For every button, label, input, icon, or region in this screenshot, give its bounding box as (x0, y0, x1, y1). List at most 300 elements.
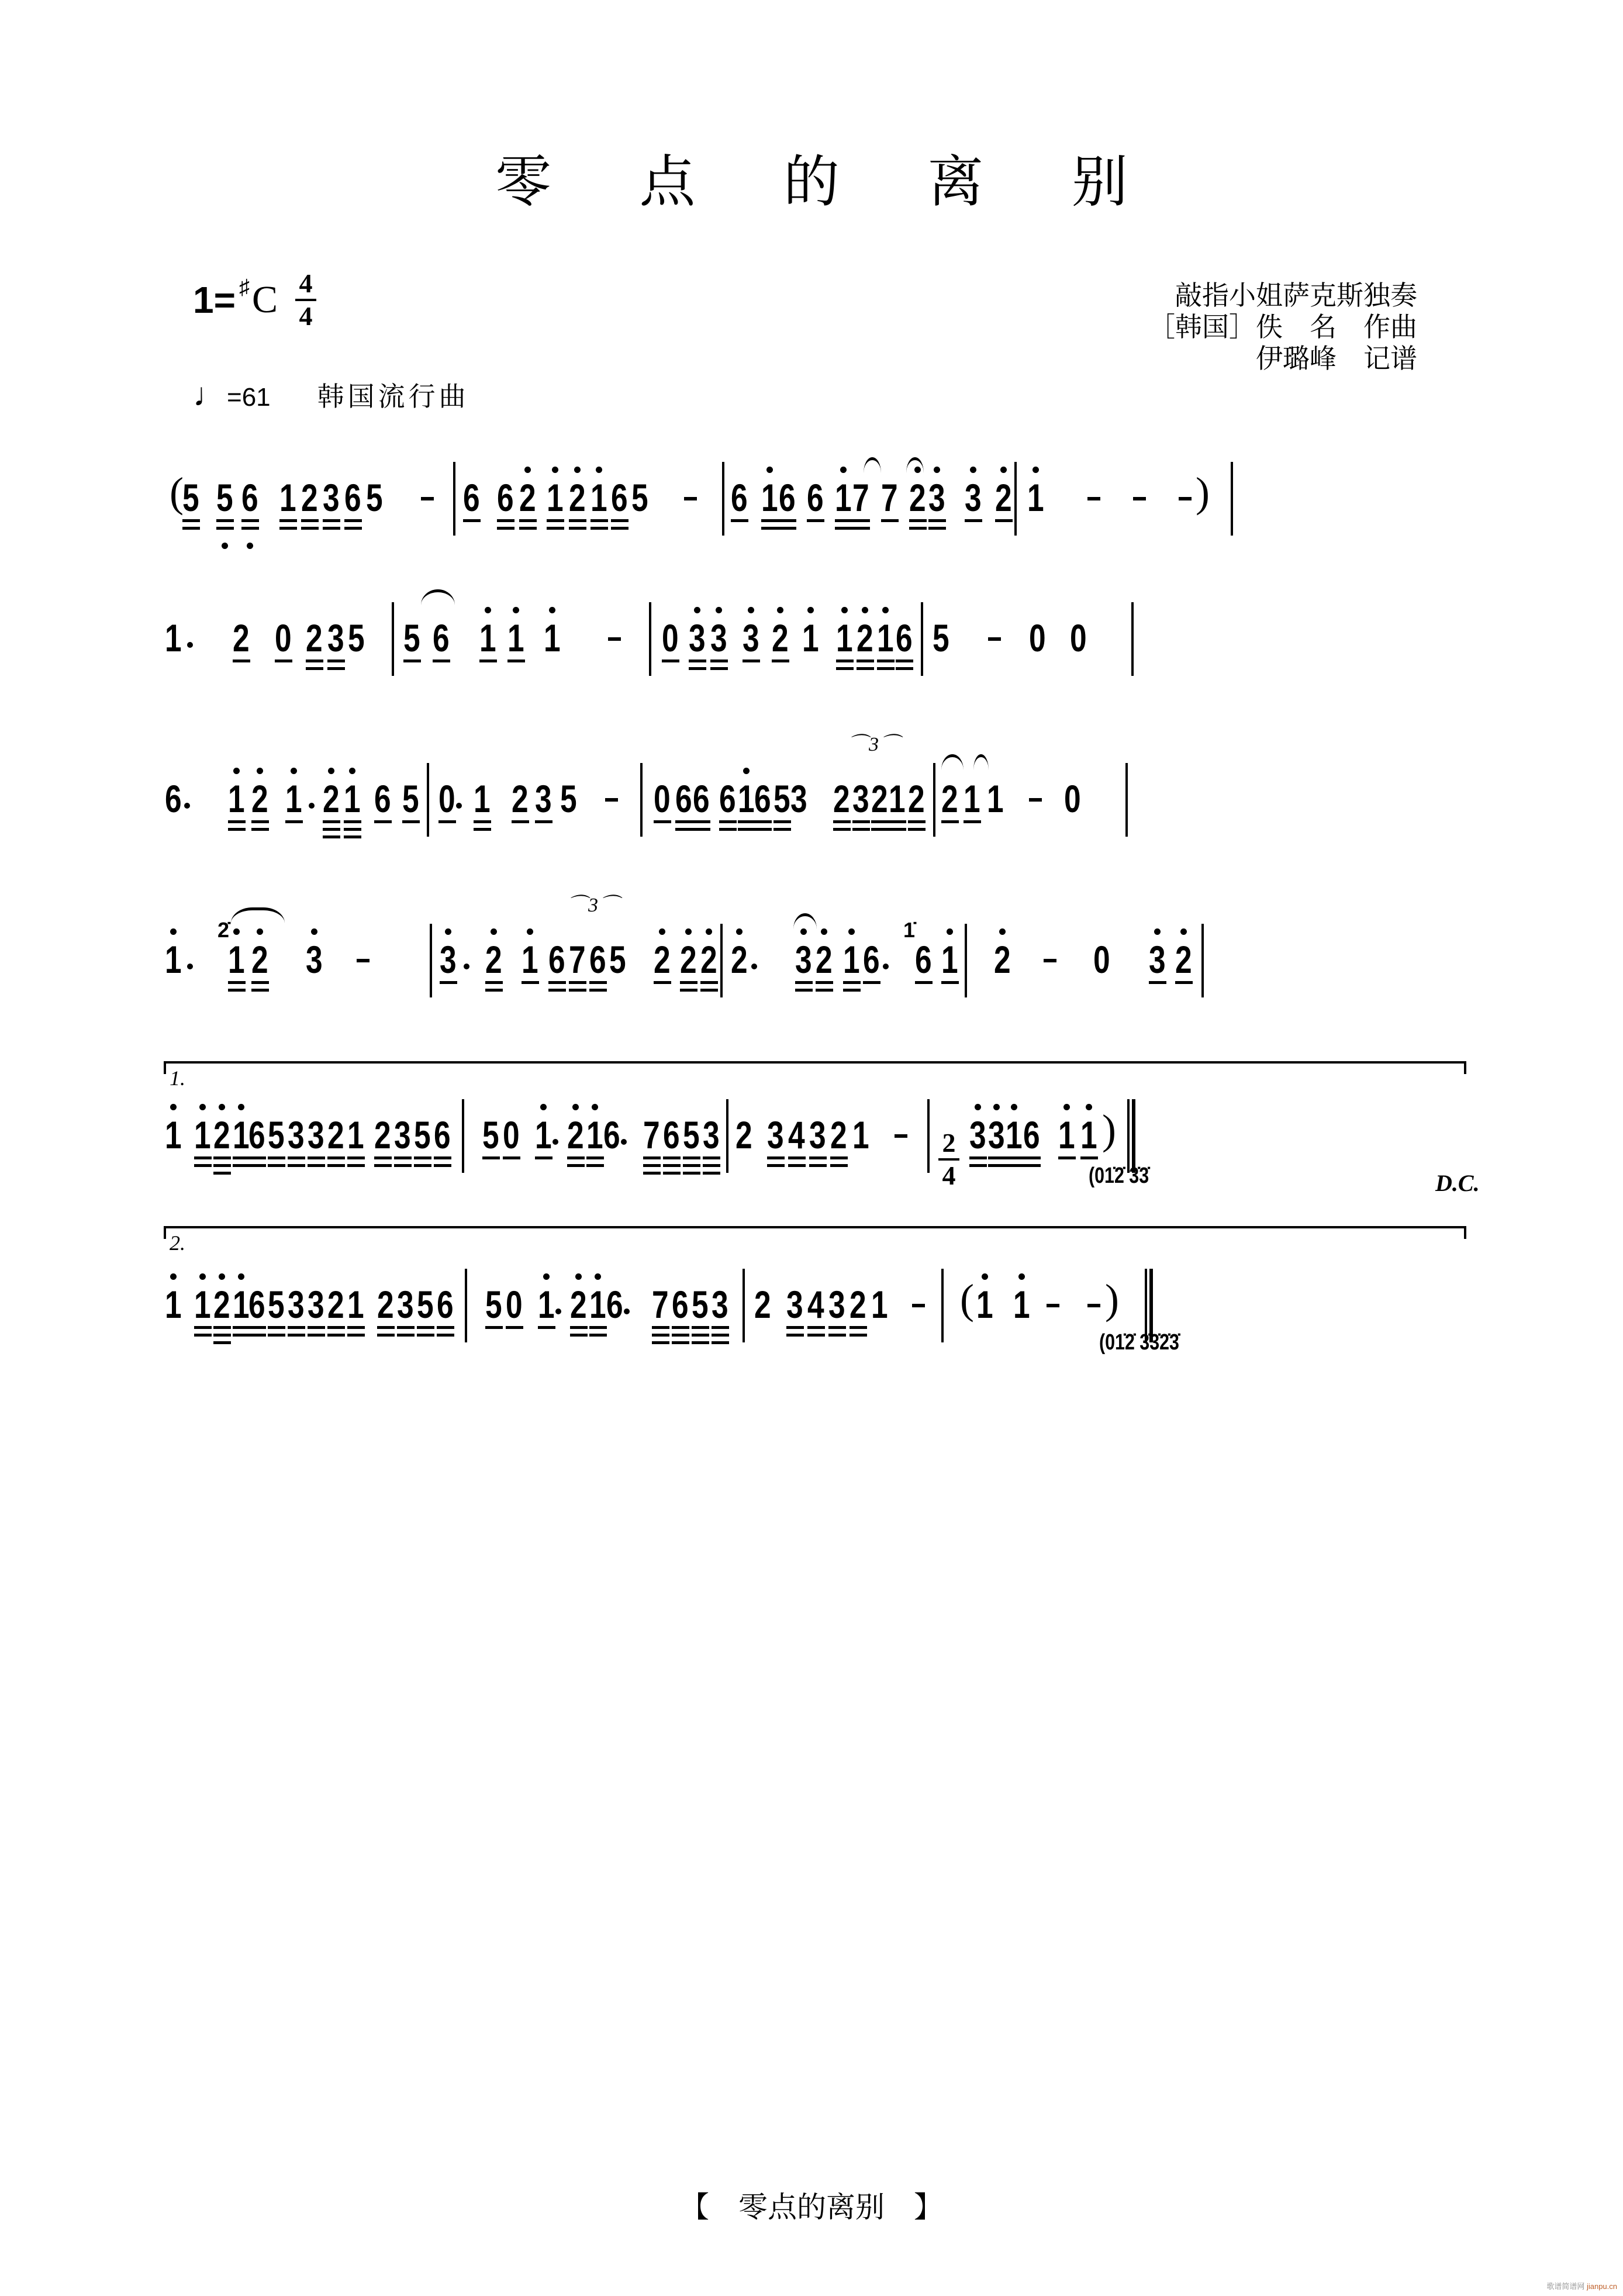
volta-bracket-2 (164, 1226, 1466, 1255)
underline-beam (754, 820, 772, 823)
note-digit: 3 (710, 616, 727, 660)
note-digit: 2 (995, 476, 1012, 519)
augmentation-dot (555, 1308, 561, 1314)
barline (649, 602, 651, 676)
underline-beam (433, 660, 450, 662)
underline-beam (712, 1326, 729, 1329)
underline-beam (347, 1164, 365, 1167)
credits (1148, 279, 1417, 374)
key-equals: = (213, 279, 236, 321)
note-digit: 3 (790, 777, 807, 820)
barline (427, 763, 429, 837)
underline-beam (268, 1326, 285, 1329)
score-line-2 (158, 608, 1467, 678)
note (485, 1275, 502, 1345)
note-digit: 1 (544, 616, 561, 660)
note-digit: 3 (306, 938, 323, 981)
note-digit: 5 (609, 938, 626, 981)
transcriber-credit: 伊璐峰 记谱 (1256, 343, 1417, 374)
high-octave-dot (743, 768, 750, 774)
note-digit: 3 (988, 1113, 1005, 1156)
underline-beam (692, 1334, 709, 1337)
high-octave-dot (999, 928, 1006, 935)
note (790, 769, 807, 839)
genre-label: 韩国流行曲 (317, 381, 469, 412)
note-digit: 2 (731, 938, 748, 981)
note-digit: 2 (857, 616, 873, 660)
note-digit: 6 (863, 938, 880, 981)
note-digit: 1 (165, 1283, 182, 1326)
note (248, 1275, 265, 1345)
note-digit: 4 (788, 1113, 805, 1156)
underline-beam (877, 660, 895, 662)
underline-beam (663, 1164, 681, 1167)
underline-beam (327, 1334, 345, 1337)
augmentation-dot (621, 1139, 627, 1145)
high-octave-dot (1000, 467, 1007, 473)
note-digit: 2 (327, 1283, 344, 1326)
note-digit: 6 (497, 476, 514, 519)
underline-beam (589, 989, 607, 992)
underline-beam (279, 527, 297, 530)
underline-beam (830, 1164, 848, 1167)
high-octave-dot (736, 928, 743, 935)
note-digit: 5 (403, 616, 420, 660)
note (1023, 1105, 1040, 1175)
underline-beam (414, 1156, 431, 1159)
underline-beam (941, 981, 959, 984)
underline-beam (567, 1164, 585, 1167)
underline-beam (589, 1334, 607, 1337)
watermark-cn: 歌谱简谱网 (1546, 2282, 1585, 2291)
underline-beam (308, 1164, 325, 1167)
note-digit: 6 (896, 616, 913, 660)
note-digit: 2 (680, 938, 697, 981)
note (609, 930, 626, 1000)
high-octave-dot (841, 607, 848, 613)
note-digit: 6 (606, 1283, 623, 1326)
underline-beam (194, 1334, 212, 1337)
underline-beam (663, 1172, 681, 1175)
underline-beam (182, 527, 200, 530)
underline-beam (754, 828, 772, 831)
underline-beam (928, 527, 946, 530)
underline-beam (344, 527, 362, 530)
underline-beam (548, 989, 566, 992)
underline-beam (323, 828, 340, 831)
sustain-dash (684, 497, 697, 500)
note (213, 1275, 230, 1345)
high-octave-dot (170, 1104, 177, 1110)
underline-beam (1080, 1156, 1098, 1159)
note (374, 769, 391, 839)
barline (1125, 763, 1128, 837)
note (1070, 608, 1087, 678)
note (438, 769, 455, 839)
high-octave-dot (694, 607, 700, 613)
high-octave-dot (748, 607, 754, 613)
high-octave-dot (592, 1104, 598, 1110)
volta-number: 2. (170, 1231, 185, 1255)
note-digit: 1 (165, 1113, 182, 1156)
underline-beam (374, 1164, 392, 1167)
high-octave-dot (821, 928, 827, 935)
underline-beam (327, 667, 345, 670)
quarter-note-icon: ♩ (193, 376, 226, 413)
note-digit: 3 (795, 938, 812, 981)
note-digit: 3 (965, 476, 982, 519)
sustain-dash (1087, 497, 1100, 500)
note (194, 1275, 211, 1345)
barline (430, 924, 432, 997)
note (366, 468, 383, 538)
note-digit: 3 (288, 1113, 305, 1156)
key-do: 1 (193, 279, 214, 321)
high-octave-dot (934, 467, 940, 473)
note-digit: 5 (482, 1113, 499, 1156)
note (251, 769, 268, 839)
note-digit: 6 (548, 938, 565, 981)
underline-beam (440, 981, 457, 984)
note-digit: 1 (589, 1283, 606, 1326)
note (754, 769, 771, 839)
note (213, 1105, 230, 1175)
note (1175, 930, 1192, 1000)
note-digit: 1 (591, 476, 607, 519)
note-digit: 5 (182, 476, 199, 519)
high-octave-dot (706, 928, 712, 935)
underline-beam (652, 1326, 669, 1329)
note (248, 1105, 265, 1175)
note (680, 930, 697, 1000)
note (1080, 1105, 1097, 1175)
underline-beam (689, 667, 706, 670)
note-digit: 5 (417, 1283, 434, 1326)
note (833, 769, 850, 839)
note-digit: 1 (852, 1113, 869, 1156)
barline (722, 462, 724, 536)
underline-beam (485, 981, 503, 984)
footer-title: 【 零点的离别 】 (680, 2190, 943, 2224)
note (497, 468, 514, 538)
underline-beam (213, 1334, 231, 1337)
underline-beam (779, 527, 796, 530)
time-numerator: 2 (942, 1128, 956, 1158)
note-digit: 7 (569, 938, 586, 981)
underline-beam (995, 519, 1013, 522)
note (327, 1105, 344, 1175)
note-digit: 6 (589, 938, 606, 981)
underline-beam (323, 527, 340, 530)
note-digit: 2 (833, 777, 850, 820)
barline (1201, 924, 1204, 997)
underline-beam (182, 519, 200, 522)
high-octave-dot (848, 928, 855, 935)
underline-beam (434, 1156, 451, 1159)
note-digit: 3 (394, 1113, 411, 1156)
high-octave-dot (982, 1273, 988, 1280)
note (589, 1275, 606, 1345)
note-digit: 2 (327, 1113, 344, 1156)
underline-beam (1023, 1156, 1041, 1159)
note-digit: 2 (816, 938, 833, 981)
underline-beam (567, 1156, 585, 1159)
underline-beam (689, 660, 706, 662)
underline-beam (700, 989, 718, 992)
note (836, 608, 853, 678)
final-barline (1127, 1099, 1135, 1173)
underline-beam (519, 527, 537, 530)
sustain-dash (1087, 1304, 1100, 1307)
time-numerator: 4 (299, 268, 313, 298)
underline-beam (344, 828, 361, 831)
barline (462, 1099, 464, 1173)
augmentation-dot (883, 964, 889, 969)
note-digit: 1 (976, 1283, 993, 1326)
underline-beam (547, 527, 564, 530)
note-digit: 5 (683, 1113, 700, 1156)
underline-beam (279, 519, 297, 522)
note-digit: 6 (603, 1113, 620, 1156)
underline-beam (347, 1334, 365, 1337)
parenthesis: ( (170, 469, 184, 516)
parenthesis: ) (1105, 1276, 1119, 1323)
sustain-dash (1133, 497, 1146, 500)
note (394, 1105, 411, 1175)
da-capo-marking: D.C. (1435, 1170, 1480, 1196)
high-octave-dot (170, 1273, 177, 1280)
high-octave-dot (491, 928, 497, 935)
underline-beam (833, 820, 851, 823)
high-octave-dot (552, 467, 558, 473)
underline-beam (251, 820, 269, 823)
sustain-dash (357, 959, 370, 962)
underline-beam (807, 1326, 825, 1329)
note-digit: 3 (743, 616, 759, 660)
underline-beam (569, 519, 586, 522)
note-digit: 1 (941, 938, 958, 981)
high-octave-dot (575, 1273, 582, 1280)
note (519, 468, 536, 538)
high-octave-dot (1063, 1104, 1070, 1110)
note-digit: 5 (268, 1113, 285, 1156)
underline-beam (327, 1326, 345, 1329)
underline-beam (233, 1334, 250, 1337)
note (327, 1275, 344, 1345)
note-digit: 2 (301, 476, 318, 519)
note (761, 468, 778, 538)
note-digit: 3 (288, 1283, 305, 1326)
barline (1231, 462, 1233, 536)
note (377, 1275, 394, 1345)
underline-beam (216, 519, 234, 522)
underline-beam (474, 828, 491, 831)
note-digit: 1 (836, 616, 853, 660)
note (828, 1275, 845, 1345)
tempo-marking (193, 375, 469, 414)
underline-beam (835, 519, 852, 522)
underline-beam (909, 519, 927, 522)
underline-beam (479, 660, 497, 662)
high-octave-dot (238, 1104, 244, 1110)
tie (973, 754, 989, 770)
high-octave-dot (800, 928, 807, 935)
note (1029, 608, 1046, 678)
underline-beam (816, 989, 833, 992)
note (843, 930, 860, 1000)
underline-beam (683, 1172, 700, 1175)
note-digit: 1 (522, 938, 538, 981)
underline-beam (586, 1164, 604, 1167)
underline-beam (965, 519, 982, 522)
sustain-dash (988, 637, 1001, 641)
note-digit: 1 (843, 938, 860, 981)
underline-beam (377, 1326, 395, 1329)
barline (1014, 462, 1017, 536)
underline-beam (692, 1326, 709, 1329)
underline-beam (683, 1164, 700, 1167)
underline-beam (268, 1164, 285, 1167)
underline-beam (394, 1156, 412, 1159)
augmentation-dot (456, 803, 462, 809)
grace-note: 1̇ (903, 918, 916, 942)
augmentation-dot (464, 964, 469, 969)
note-digit: 0 (275, 616, 292, 660)
note-digit: 2 (772, 616, 789, 660)
note-digit: 3 (969, 1113, 986, 1156)
underline-beam (767, 1164, 785, 1167)
note-digit: 3 (712, 1283, 728, 1326)
underline-beam (507, 660, 525, 662)
note-digit: 6 (463, 476, 480, 519)
note-digit: 2 (233, 616, 250, 660)
underline-beam (327, 1156, 345, 1159)
parenthesis: ) (1102, 1106, 1116, 1153)
note-digit: 6 (434, 1113, 451, 1156)
underline-beam (871, 828, 889, 831)
note (1058, 1105, 1075, 1175)
note-digit: 2 (512, 777, 529, 820)
underline-beam (323, 835, 340, 838)
note (1013, 1275, 1030, 1345)
underline-beam (830, 1156, 848, 1159)
time-denominator: 4 (299, 301, 313, 331)
underline-beam (779, 519, 796, 522)
barline (743, 1269, 745, 1342)
underline-beam (969, 1164, 987, 1167)
high-octave-dot (445, 928, 451, 935)
note-digit: 1 (1006, 1113, 1023, 1156)
note-digit: 6 (663, 1113, 680, 1156)
parenthesis: ) (1196, 469, 1210, 516)
note-digit: 2 (994, 938, 1011, 981)
note (928, 468, 945, 538)
note-digit: 1 (1013, 1283, 1030, 1326)
underline-beam (712, 1334, 729, 1337)
note-digit: 2 (213, 1113, 230, 1156)
high-octave-dot (199, 1273, 206, 1280)
note-digit: 2 (1175, 938, 1192, 981)
underline-beam (213, 1172, 231, 1175)
note (603, 1105, 620, 1175)
note-digit: 6 (779, 476, 796, 519)
underline-beam (857, 667, 874, 670)
underline-beam (795, 981, 813, 984)
high-octave-dot (882, 607, 889, 613)
sustain-dash (605, 798, 618, 802)
underline-beam (835, 527, 852, 530)
note (915, 930, 932, 1000)
underline-beam (652, 1341, 669, 1344)
score-line-1 (158, 468, 1467, 538)
note-digit: 3 (703, 1113, 720, 1156)
note-digit: 3 (308, 1113, 324, 1156)
note-digit: 0 (654, 777, 671, 820)
underline-beam (654, 820, 671, 823)
time-signature-change (938, 1130, 959, 1189)
grace-note: 2̇ (217, 918, 230, 942)
underline-beam (323, 519, 340, 522)
note (643, 1105, 660, 1175)
underline-beam (301, 527, 319, 530)
high-octave-dot (596, 467, 602, 473)
underline-beam (672, 1334, 689, 1337)
note (988, 1105, 1005, 1175)
underline-beam (288, 1156, 305, 1159)
note-digit: 1 (279, 476, 296, 519)
note (586, 1105, 603, 1175)
underline-beam (288, 1164, 305, 1167)
underline-beam (233, 1156, 250, 1159)
volta-number: 1. (170, 1066, 185, 1090)
underline-beam (703, 1172, 720, 1175)
underline-beam (417, 1326, 434, 1329)
underline-beam (228, 981, 246, 984)
underline-beam (703, 1156, 720, 1159)
note-digit: 3 (786, 1283, 803, 1326)
underline-beam (268, 1334, 285, 1337)
note (228, 769, 245, 839)
high-octave-dot (1011, 1104, 1017, 1110)
underline-beam (852, 828, 870, 831)
note (909, 468, 926, 538)
note (182, 468, 199, 538)
high-octave-dot (524, 467, 531, 473)
underline-beam (463, 519, 481, 522)
underline-beam (928, 519, 946, 522)
note (560, 769, 577, 839)
underline-beam (908, 820, 926, 823)
underline-beam (988, 1156, 1006, 1159)
volta-left-tick (164, 1064, 166, 1074)
note (611, 468, 628, 538)
underline-beam (485, 989, 503, 992)
note-digit: 2 (754, 1283, 771, 1326)
sustain-dash (1044, 959, 1056, 962)
sustain-dash (421, 497, 434, 500)
note-digit: 6 (344, 476, 361, 519)
high-octave-dot (947, 928, 953, 935)
underline-beam (795, 989, 813, 992)
note-digit: 6 (719, 777, 736, 820)
underline-beam (228, 989, 246, 992)
underline-beam (241, 527, 259, 530)
underline-beam (719, 828, 737, 831)
note-digit: 3 (535, 777, 552, 820)
score-line-3 (158, 734, 1467, 839)
augmentation-dot (624, 1308, 630, 1314)
note (1064, 769, 1081, 839)
